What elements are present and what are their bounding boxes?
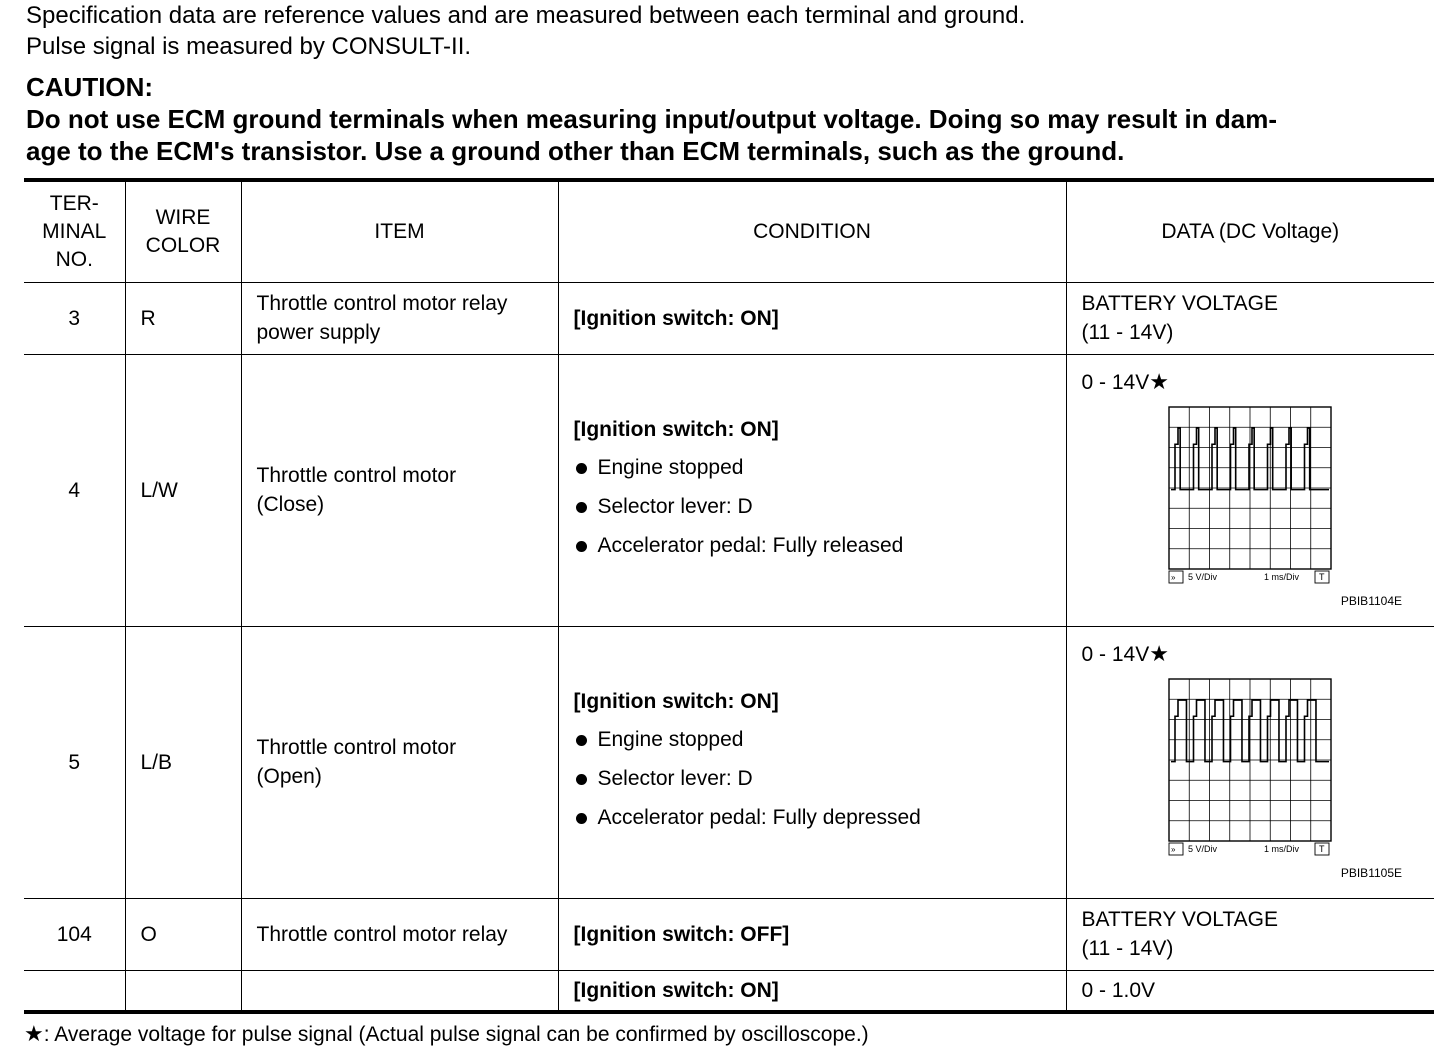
item-line-1: Throttle control motor <box>256 736 457 759</box>
wire-cell: L/W <box>125 354 241 626</box>
item-cell <box>241 970 558 1012</box>
item-line-2: power supply <box>256 321 381 344</box>
scope-trigger-label: T <box>1318 571 1324 582</box>
data-line-2: (11 - 14V) <box>1081 321 1174 344</box>
condition-cell <box>558 898 1066 970</box>
condition-label: [Ignition switch: ON] <box>573 690 779 713</box>
star-icon: ★ <box>1149 368 1169 394</box>
scope-mode-icon: » <box>1170 572 1175 582</box>
data-cell <box>1066 354 1434 626</box>
scope-volts-label: 5 V/Div <box>1187 843 1217 854</box>
star-icon: ★ <box>24 1021 44 1046</box>
item-line-1: Throttle control motor <box>256 464 457 487</box>
bullet-item: Accelerator pedal: Fully released <box>574 526 1066 565</box>
terminal-spec-table <box>24 178 1434 1014</box>
data-line-2: (11 - 14V) <box>1081 937 1174 960</box>
table-row <box>24 626 1434 898</box>
header-wire-l2: COLOR <box>145 233 221 257</box>
condition-cell <box>558 970 1066 1012</box>
table-row <box>24 898 1434 970</box>
data-cell <box>1066 282 1434 354</box>
data-line-1: BATTERY VOLTAGE <box>1081 292 1278 315</box>
condition-label: [Ignition switch: ON] <box>573 418 779 441</box>
table-row <box>24 970 1434 1012</box>
header-terminal-l2: MINAL <box>42 219 107 243</box>
condition-cell <box>558 282 1066 354</box>
header-terminal-l1: TER- <box>49 191 99 215</box>
scope-time-label: 1 ms/Div <box>1263 571 1299 582</box>
header-terminal <box>24 180 125 282</box>
voltage-label: 0 - 14V <box>1081 370 1150 394</box>
item-cell: Throttle control motor relay <box>241 898 558 970</box>
caution-line-2: age to the ECM's transistor. Use a ground other than ECM terminals, such as the ground. <box>26 136 1125 166</box>
item-cell <box>241 626 558 898</box>
caution-line-1: Do not use ECM ground terminals when measuring input/output voltage. Doing so may result in dam- <box>26 104 1277 134</box>
wire-cell <box>125 970 241 1012</box>
table-row <box>24 354 1434 626</box>
item-line-1: Throttle control motor relay <box>256 292 508 315</box>
condition-label: [Ignition switch: ON] <box>573 306 779 330</box>
bullet-item: Selector lever: D <box>574 759 1066 798</box>
bullet-item: Engine stopped <box>574 448 1066 487</box>
bullet-item: Accelerator pedal: Fully depressed <box>574 798 1066 837</box>
data-cell <box>1066 898 1434 970</box>
footnote <box>24 1021 869 1047</box>
condition-bullets <box>574 448 1066 565</box>
header-row <box>24 180 1434 282</box>
condition-cell <box>558 626 1066 898</box>
header-terminal-l3: NO. <box>55 247 93 271</box>
condition-label: [Ignition switch: ON] <box>573 978 779 1002</box>
figure-id: PBIB1104E <box>1340 593 1402 608</box>
data-line-1: BATTERY VOLTAGE <box>1081 908 1278 931</box>
header-data: DATA (DC Voltage) <box>1066 180 1434 282</box>
header-wire-l1: WIRE <box>155 205 211 229</box>
data-cell: 0 - 1.0V <box>1066 970 1434 1012</box>
table-row <box>24 282 1434 354</box>
star-icon: ★ <box>1149 640 1169 666</box>
header-wire <box>125 180 241 282</box>
terminal-cell <box>24 970 125 1012</box>
condition-label: [Ignition switch: OFF] <box>573 922 790 946</box>
item-line-2: (Open) <box>256 765 322 788</box>
terminal-cell: 104 <box>24 898 125 970</box>
footnote-text: : Average voltage for pulse signal (Actual pulse signal can be confirmed by oscilloscope.) <box>43 1023 869 1046</box>
intro-line-1: Specification data are reference values and are measured between each terminal and ground. <box>26 2 1026 29</box>
bullet-item: Selector lever: D <box>574 487 1066 526</box>
voltage-label: 0 - 14V <box>1081 642 1150 666</box>
scope-volts-label: 5 V/Div <box>1187 571 1217 582</box>
scope-time-label: 1 ms/Div <box>1263 843 1299 854</box>
caution-title: CAUTION: <box>26 72 154 102</box>
item-cell <box>241 282 558 354</box>
oscilloscope-waveform <box>1167 677 1333 857</box>
terminal-cell: 5 <box>24 626 125 898</box>
oscilloscope-waveform <box>1167 405 1333 585</box>
header-item: ITEM <box>241 180 558 282</box>
condition-bullets <box>574 720 1066 837</box>
scope-mode-icon: » <box>1170 844 1175 854</box>
scope-trigger-label: T <box>1318 843 1324 854</box>
wire-cell: L/B <box>125 626 241 898</box>
data-cell <box>1066 626 1434 898</box>
terminal-cell: 3 <box>24 282 125 354</box>
wire-cell: O <box>125 898 241 970</box>
condition-cell <box>558 354 1066 626</box>
bullet-item: Engine stopped <box>574 720 1066 759</box>
figure-id: PBIB1105E <box>1340 865 1402 880</box>
header-condition: CONDITION <box>558 180 1066 282</box>
item-line-2: (Close) <box>256 493 325 516</box>
item-cell <box>241 354 558 626</box>
wire-cell: R <box>125 282 241 354</box>
intro-line-2: Pulse signal is measured by CONSULT-II. <box>26 33 472 60</box>
terminal-cell: 4 <box>24 354 125 626</box>
